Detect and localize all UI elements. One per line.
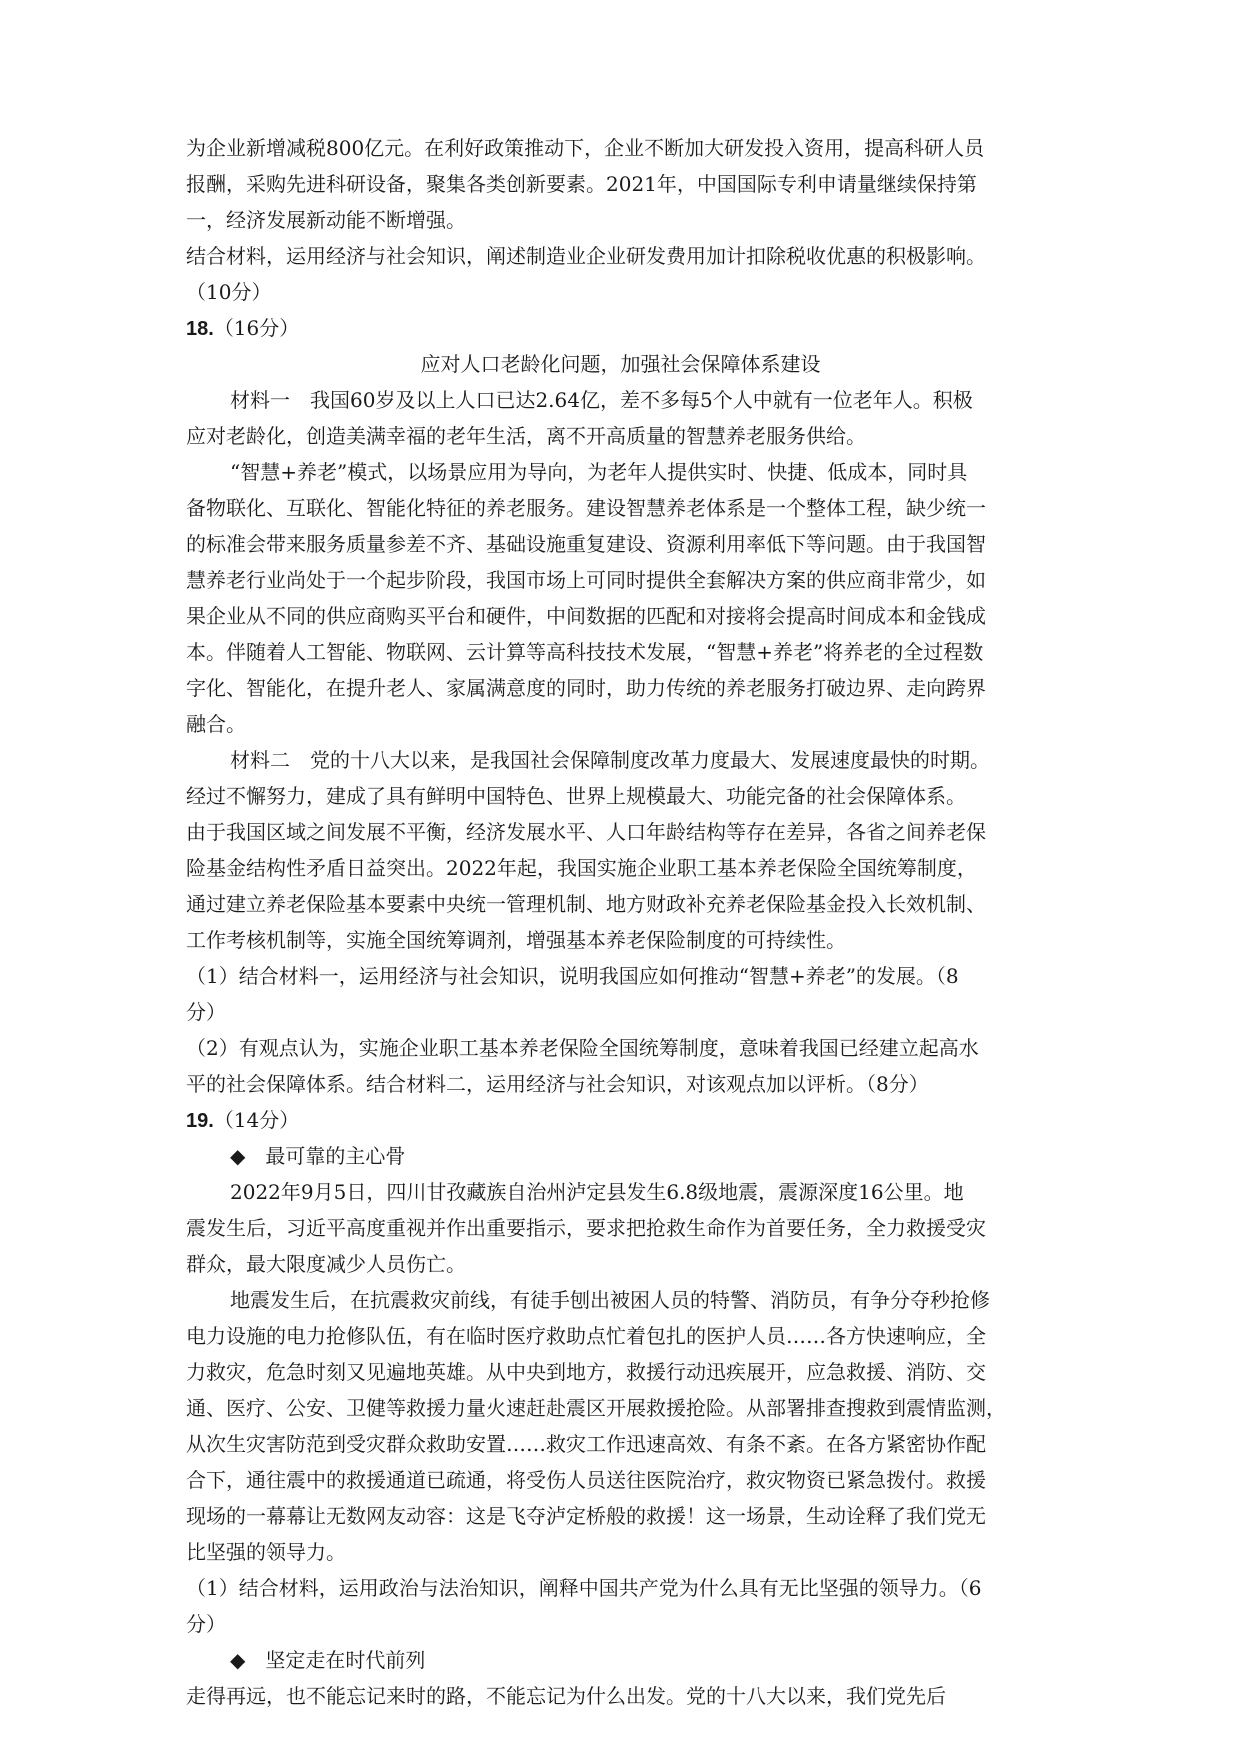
q19-score: （14分）: [213, 1108, 300, 1132]
q18-score: （16分）: [213, 316, 300, 340]
q18-material2-line-3: 由于我国区域之间发展不平衡，经济发展水平、人口年龄结构等存在差异，各省之间养老保: [186, 820, 986, 844]
q19-para1-line-2: 震发生后，习近平高度重视并作出重要指示，要求把抢救生命作为首要任务，全力救援受灾: [186, 1216, 986, 1240]
q19-section1-title: 最可靠的主心骨: [265, 1144, 406, 1168]
q18-sub1-line-2: 分）: [186, 1000, 226, 1024]
q17-line-2: 报酬，采购先进科研设备，聚集各类创新要素。2021年，中国国际专利申请量继续保持第: [186, 172, 977, 196]
q18-material1b-line-5: 果企业从不同的供应商购买平台和硬件，中间数据的匹配和对接将会提高时间成本和金钱成: [186, 604, 986, 628]
q18-header: [186, 313, 299, 344]
q19-section1-heading: [230, 1141, 405, 1171]
q18-material1-line-1: 材料一 我国60岁及以上人口已达2.64亿，差不多每5个人中就有一位老年人。积极: [230, 388, 973, 412]
q19-para2-line-2: 电力设施的电力抢修队伍，有在临时医疗救助点忙着包扎的医护人员……各方快速响应，全: [186, 1324, 986, 1348]
q18-material1b-line-4: 慧养老行业尚处于一个起步阶段，我国市场上可同时提供全套解决方案的供应商非常少，如: [186, 568, 986, 592]
q19-sub1-line-2: 分）: [186, 1612, 226, 1636]
q17-line-1: 为企业新增减税800亿元。在利好政策推动下，企业不断加大研发投入资用，提高科研人员: [186, 136, 985, 160]
q17-prompt-line-2: （10分）: [186, 280, 272, 304]
q18-material1-line-2: 应对老龄化，创造美满幸福的老年生活，离不开高质量的智慧养老服务供给。: [186, 424, 866, 448]
q18-material2-line-1: 材料二 党的十八大以来，是我国社会保障制度改革力度最大、发展速度最快的时期。: [230, 748, 990, 772]
q19-para2-line-4: 通、医疗、公安、卫健等救援力量火速赶赴震区开展救援抢险。从部署排查搜救到震情监测，: [186, 1396, 1006, 1420]
q18-material1b-line-6: 本。伴随着人工智能、物联网、云计算等高科技技术发展，“智慧+养老”将养老的全过程数: [186, 640, 984, 664]
q18-material2-line-5: 通过建立养老保险基本要素中央统一管理机制、地方财政补充养老保险基金投入长效机制、: [186, 892, 986, 916]
q18-sub2-line-2: 平的社会保障体系。结合材料二，运用经济与社会知识，对该观点加以评析。（8分）: [186, 1072, 929, 1096]
q18-material1b-line-3: 的标准会带来服务质量参差不齐、基础设施重复建设、资源利用率低下等问题。由于我国智: [186, 532, 986, 556]
q19-para1-line-1: 2022年9月5日，四川甘孜藏族自治州泸定县发生6.8级地震，震源深度16公里。地: [230, 1180, 964, 1204]
q18-material1b-line-7: 字化、智能化，在提升老人、家属满意度的同时，助力传统的养老服务打破边界、走向跨界: [186, 676, 986, 700]
q19-para2-line-1: 地震发生后，在抗震救灾前线，有徒手刨出被困人员的特警、消防员，有争分夺秒抢修: [230, 1288, 990, 1312]
q18-sub2-line-1: （2）有观点认为，实施企业职工基本养老保险全国统筹制度，意味着我国已经建立起高水: [186, 1036, 979, 1060]
q19-number: 19.: [186, 1110, 214, 1132]
diamond-bullet-icon: ◆: [230, 1648, 246, 1672]
q19-para2-line-6: 合下，通往震中的救援通道已疏通，将受伤人员送往医院治疗，救灾物资已紧急拨付。救援: [186, 1468, 986, 1492]
q18-number: 18.: [186, 318, 214, 340]
q17-prompt-line-1: 结合材料，运用经济与社会知识，阐述制造业企业研发费用加计扣除税收优惠的积极影响。: [186, 244, 986, 268]
q19-sub1-line-1: （1）结合材料，运用政治与法治知识，阐释中国共产党为什么具有无比坚强的领导力。（6: [186, 1576, 982, 1600]
q18-material2-line-6: 工作考核机制等，实施全国统筹调剂，增强基本养老保险制度的可持续性。: [186, 928, 846, 952]
q18-material2-line-2: 经过不懈努力，建成了具有鲜明中国特色、世界上规模最大、功能完备的社会保障体系。: [186, 784, 966, 808]
q18-material1b-line-8: 融合。: [186, 712, 246, 736]
q18-sub1-line-1: （1）结合材料一，运用经济与社会知识，说明我国应如何推动“智慧+养老”的发展。（8: [186, 964, 959, 988]
q19-para2-line-3: 力救灾，危急时刻又见遍地英雄。从中央到地方，救援行动迅疾展开，应急救援、消防、交: [186, 1360, 986, 1384]
q18-title: 应对人口老龄化问题，加强社会保障体系建设: [420, 352, 821, 376]
q17-line-3: 一，经济发展新动能不断增强。: [186, 208, 466, 232]
q19-section2-title: 坚定走在时代前列: [265, 1648, 426, 1672]
q19-para2-line-5: 从次生灾害防范到受灾群众救助安置……救灾工作迅速高效、有条不紊。在各方紧密协作配: [186, 1432, 986, 1456]
q19-para1-line-3: 群众，最大限度减少人员伤亡。: [186, 1252, 466, 1276]
q19-header: [186, 1105, 299, 1136]
q19-para2-line-7: 现场的一幕幕让无数网友动容：这是飞夺泸定桥般的救援！这一场景，生动诠释了我们党无: [186, 1504, 986, 1528]
q18-material1b-line-1: “智慧+养老”模式，以场景应用为导向，为老年人提供实时、快捷、低成本，同时具: [230, 460, 968, 484]
q18-material1b-line-2: 备物联化、互联化、智能化特征的养老服务。建设智慧养老体系是一个整体工程，缺少统一: [186, 496, 986, 520]
q19-section2-heading: [230, 1645, 425, 1675]
diamond-bullet-icon: ◆: [230, 1144, 246, 1168]
q19-para3-line-1: 走得再远，也不能忘记来时的路，不能忘记为什么出发。党的十八大以来，我们党先后: [186, 1684, 946, 1708]
q19-para2-line-8: 比坚强的领导力。: [186, 1540, 346, 1564]
q18-material2-line-4: 险基金结构性矛盾日益突出。2022年起，我国实施企业职工基本养老保险全国统筹制度，: [186, 856, 977, 880]
